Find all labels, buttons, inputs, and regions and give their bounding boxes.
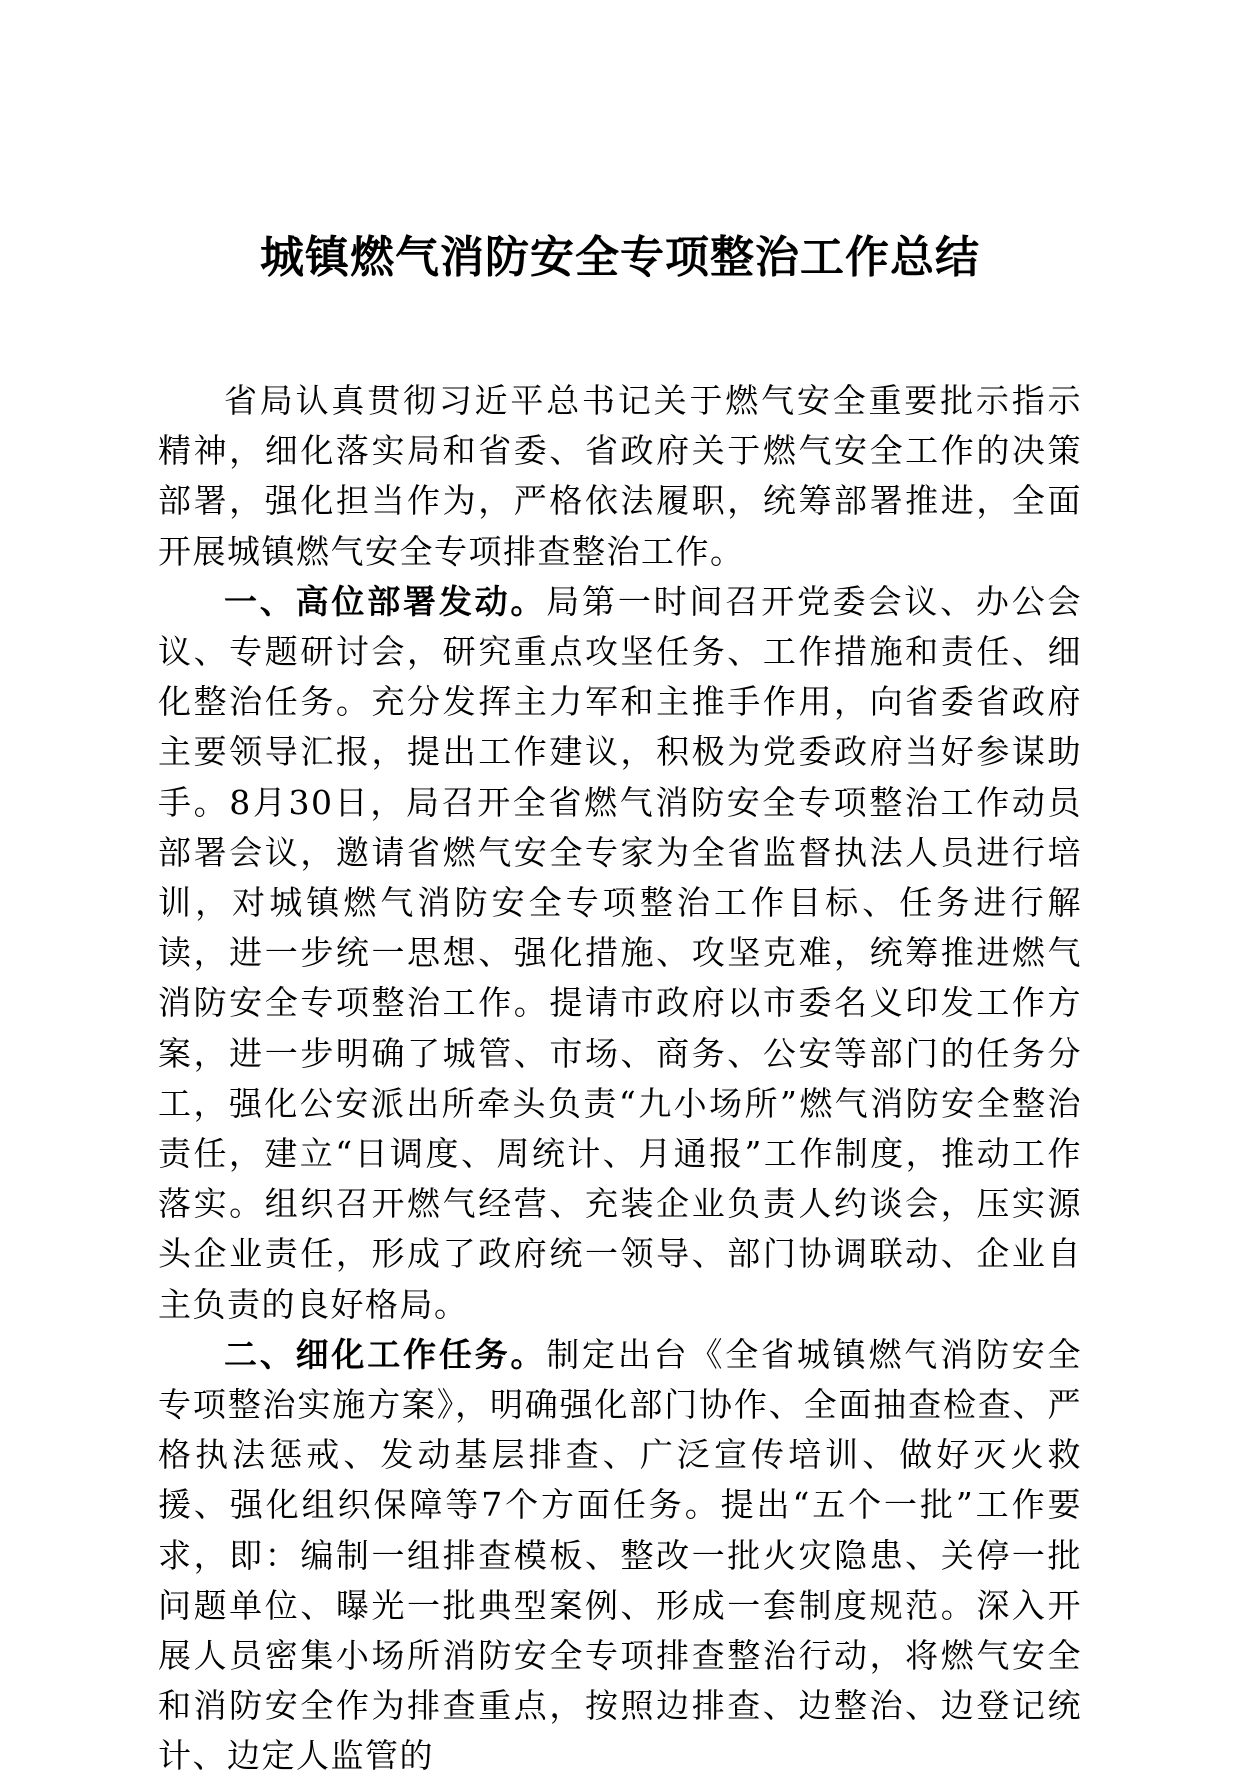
paragraph-intro-text: 省局认真贯彻习近平总书记关于燃气安全重要批示指示精神，细化落实局和省委、省政府关于燃气安全工作的决策部署，强化担当作为，严格依法履职，统筹部署推进，全面开展城镇燃气安全专项排查整治工作。: [158, 381, 1082, 571]
document-title: 城镇燃气消防安全专项整治工作总结: [260, 232, 980, 283]
paragraph-section-1: [158, 577, 1082, 1330]
section-2-heading: 二、细化工作任务。: [224, 1334, 547, 1374]
document-body: [158, 376, 1082, 1782]
paragraph-intro: [158, 376, 1082, 577]
section-1-heading: 一、高位部署发动。: [224, 581, 547, 621]
paragraph-section-2: [158, 1330, 1082, 1782]
section-1-text: 局第一时间召开党委会议、办公会议、专题研讨会，研究重点攻坚任务、工作措施和责任、细化整治任务。充分发挥主力军和主推手作用，向省委省政府主要领导汇报，提出工作建议，积极为党委政府当好参谋助手。8月30日，局召开全省燃气消防安全专项整治工作动员部署会议，邀请省燃气安全专家为全省监督执法人员进行培训，对城镇燃气消防安全专项整治工作目标、任务进行解读，进一步统一思想、强化措施、攻坚克难，统筹推进燃气消防安全专项整治工作。提请市政府以市委名义印发工作方案，进一步明确了城管、市场、商务、公安等部门的任务分工，强化公安派出所牵头负责“九小场所”燃气消防安全整治责任，建立“日调度、周统计、月通报”工作制度，推动工作落实。组织召开燃气经营、充装企业负责人约谈会，压实源头企业责任，形成了政府统一领导、部门协调联动、企业自主负责的良好格局。: [158, 581, 1083, 1324]
section-2-text: 制定出台《全省城镇燃气消防安全专项整治实施方案》，明确强化部门协作、全面抽查检查、严格执法惩戒、发动基层排查、广泛宣传培训、做好灭火救援、强化组织保障等7个方面任务。提出“五个一批”工作要求，即：编制一组排查模板、整改一批火灾隐患、关停一批问题单位、曝光一批典型案例、形成一套制度规范。深入开展人员密集小场所消防安全专项排查整治行动，将燃气安全和消防安全作为排查重点，按照边排查、边整治、边登记统计、边定人监管的: [158, 1334, 1083, 1776]
